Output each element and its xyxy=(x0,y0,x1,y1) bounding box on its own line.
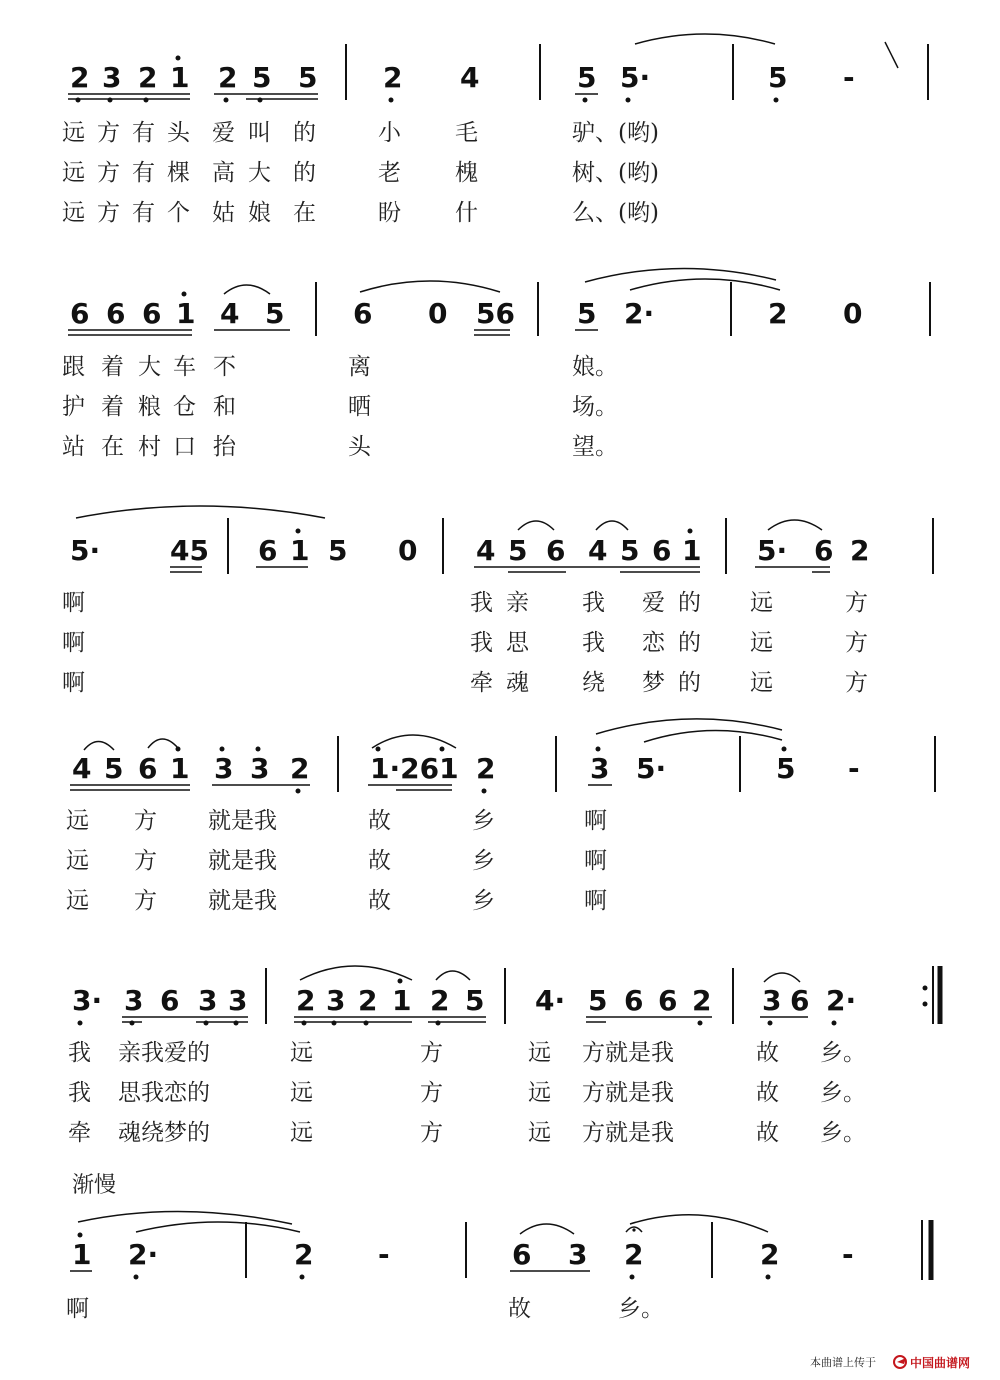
system-5 xyxy=(68,966,940,1146)
repeat-end-barline xyxy=(923,966,941,1024)
lyric: 乡 xyxy=(472,808,495,834)
note: 3 xyxy=(124,984,144,1017)
note: 3 xyxy=(102,61,122,94)
system-1-notes xyxy=(70,61,855,94)
note: 2· xyxy=(128,1238,159,1271)
lyric: 爱 xyxy=(642,590,665,616)
lyric: 的 xyxy=(678,590,701,616)
system-6-lyrics xyxy=(66,1296,664,1322)
system-6-notes xyxy=(72,1238,854,1271)
lyric: 的 xyxy=(678,670,701,696)
lyric: 跟 xyxy=(62,354,85,380)
note: 6 xyxy=(138,752,158,785)
slur xyxy=(84,742,114,751)
lyric: 仓 xyxy=(173,394,196,420)
note: 6 xyxy=(658,984,678,1017)
lyric: 毛 xyxy=(455,120,478,146)
slur xyxy=(630,1215,768,1232)
note: 1·261 xyxy=(370,752,459,785)
lyric: 远 xyxy=(62,200,85,226)
slur xyxy=(76,506,325,518)
lyric: 离 xyxy=(348,354,371,380)
lyric: 啊 xyxy=(584,888,607,914)
lyric: 绕 xyxy=(582,670,605,696)
breath-mark xyxy=(885,42,898,68)
lyric: 方就是我 xyxy=(582,1080,674,1106)
system-2-notes xyxy=(70,297,862,330)
note: 5 xyxy=(508,534,528,567)
note: 2 xyxy=(294,1238,314,1271)
lyric: 思 xyxy=(506,630,529,656)
system-3-lyrics xyxy=(62,590,868,696)
slur xyxy=(360,281,500,292)
lyric: 和 xyxy=(213,394,236,420)
note: 0 xyxy=(843,297,863,330)
note: 1 xyxy=(392,984,412,1017)
note: 5 xyxy=(768,61,788,94)
lyric: 方 xyxy=(845,630,868,656)
note: 2 xyxy=(476,752,496,785)
lyric: 头 xyxy=(167,120,190,146)
lyric: 么、(哟) xyxy=(572,200,659,226)
lyric: 故 xyxy=(756,1040,779,1066)
system-2 xyxy=(62,268,930,460)
lyric: 娘 xyxy=(248,200,271,226)
lyric: 故 xyxy=(368,888,391,914)
fermata-icon xyxy=(626,1227,642,1232)
lyric: 远 xyxy=(66,848,89,874)
lyric: 什 xyxy=(455,200,478,226)
lyric: 乡。 xyxy=(618,1296,664,1322)
note: 5 xyxy=(588,984,608,1017)
lyric: 树、(哟) xyxy=(572,160,659,186)
note: 4· xyxy=(535,984,566,1017)
lyric: 恋 xyxy=(642,630,665,656)
lyric: 老 xyxy=(378,160,401,186)
tie xyxy=(630,279,780,290)
note: 6 xyxy=(512,1238,532,1271)
note: 6 xyxy=(160,984,180,1017)
lyric: 方 xyxy=(134,888,157,914)
slur xyxy=(764,973,800,982)
lyric: 远 xyxy=(750,670,773,696)
tie xyxy=(635,34,775,44)
system-4-lyrics xyxy=(66,808,607,914)
octave-dots xyxy=(182,292,187,297)
note: 3 xyxy=(214,752,234,785)
lyric: 望。 xyxy=(572,434,618,460)
note: 5 xyxy=(465,984,485,1017)
note: 2 xyxy=(624,1238,644,1271)
lyric: 牵 xyxy=(470,670,493,696)
lyric: 方 xyxy=(97,120,120,146)
system-6 xyxy=(66,1173,931,1322)
note: 3 xyxy=(762,984,782,1017)
note: 1 xyxy=(72,1238,92,1271)
lyric: 魂 xyxy=(506,670,529,696)
note: - xyxy=(848,752,860,785)
lyric: 乡 xyxy=(472,888,495,914)
note: 2 xyxy=(760,1238,780,1271)
lyric: 娘。 xyxy=(572,354,618,380)
lyric: 高 xyxy=(212,160,235,186)
note: 0 xyxy=(428,297,448,330)
lyric: 我 xyxy=(582,630,605,656)
lyric: 站 xyxy=(62,434,85,460)
lyric: 魂绕梦的 xyxy=(118,1120,210,1146)
octave-dots xyxy=(78,1233,771,1280)
duration-underlines xyxy=(68,330,598,335)
note: 5 xyxy=(252,61,272,94)
note: 5 xyxy=(328,534,348,567)
lyric: 远 xyxy=(528,1120,551,1146)
duration-underlines xyxy=(70,785,612,790)
lyric: 姑 xyxy=(212,200,235,226)
note: 2 xyxy=(692,984,712,1017)
upload-note: 本曲谱上传于 xyxy=(810,1356,876,1369)
note: 6 xyxy=(624,984,644,1017)
lyric: 啊 xyxy=(66,1296,89,1322)
note: 2 xyxy=(296,984,316,1017)
note: 6 xyxy=(258,534,278,567)
note: 3 xyxy=(198,984,218,1017)
note: 5· xyxy=(636,752,667,785)
note: 4 xyxy=(476,534,496,567)
lyric: 远 xyxy=(66,808,89,834)
note: 2 xyxy=(358,984,378,1017)
site-logo-icon xyxy=(894,1356,906,1368)
slur xyxy=(372,735,456,748)
note: 5 xyxy=(776,752,796,785)
note: 6 xyxy=(814,534,834,567)
lyric: 方 xyxy=(97,200,120,226)
note: - xyxy=(842,1238,854,1271)
note: 6 xyxy=(70,297,90,330)
lyric: 思我恋的 xyxy=(118,1080,210,1106)
lyric: 远 xyxy=(290,1040,313,1066)
lyric: 啊 xyxy=(62,670,85,696)
lyric: 就是我 xyxy=(208,808,277,834)
note: 3· xyxy=(72,984,103,1017)
note: 5 xyxy=(265,297,285,330)
note: 2 xyxy=(383,61,403,94)
lyric: 棵 xyxy=(167,160,190,186)
system-5-notes xyxy=(72,984,856,1017)
lyric: 故 xyxy=(368,848,391,874)
octave-dots xyxy=(78,979,837,1026)
lyric: 我 xyxy=(68,1080,91,1106)
system-1-lyrics xyxy=(62,120,659,226)
lyric: 着 xyxy=(101,354,124,380)
lyric: 方 xyxy=(845,590,868,616)
lyric: 方 xyxy=(845,670,868,696)
note: 3 xyxy=(228,984,248,1017)
note: 2· xyxy=(624,297,655,330)
note: 6 xyxy=(546,534,566,567)
slur xyxy=(768,520,822,530)
footer xyxy=(810,1355,970,1370)
system-5-lyrics xyxy=(68,1040,866,1146)
lyric: 远 xyxy=(66,888,89,914)
slur xyxy=(518,521,554,530)
note: 2 xyxy=(850,534,870,567)
lyric: 我 xyxy=(470,590,493,616)
note: 3 xyxy=(250,752,270,785)
note: 6 xyxy=(652,534,672,567)
slur xyxy=(78,1211,292,1224)
lyric: 叫 xyxy=(248,120,271,146)
lyric: 口 xyxy=(173,434,196,460)
note: - xyxy=(378,1238,390,1271)
tie xyxy=(644,730,782,742)
system-4-notes xyxy=(72,752,860,785)
lyric: 啊 xyxy=(62,630,85,656)
system-1 xyxy=(62,34,928,226)
lyric: 着 xyxy=(101,394,124,420)
system-2-lyrics xyxy=(62,354,618,460)
lyric: 在 xyxy=(101,434,124,460)
lyric: 我 xyxy=(68,1040,91,1066)
lyric: 方 xyxy=(420,1080,443,1106)
note: 5 xyxy=(620,534,640,567)
site-name: 中国曲谱网 xyxy=(910,1356,971,1370)
lyric: 故 xyxy=(756,1120,779,1146)
note: 5 xyxy=(104,752,124,785)
slur xyxy=(300,966,412,980)
system-4 xyxy=(66,719,935,914)
lyric: 的 xyxy=(293,120,316,146)
lyric: 我 xyxy=(470,630,493,656)
lyric: 方 xyxy=(134,848,157,874)
lyric: 小 xyxy=(378,120,401,146)
note: 3 xyxy=(590,752,610,785)
slur xyxy=(596,521,628,530)
lyric: 个 xyxy=(167,200,190,226)
lyric: 抬 xyxy=(213,434,236,460)
lyric: 远 xyxy=(290,1120,313,1146)
note: 6 xyxy=(142,297,162,330)
note: 5 xyxy=(298,61,318,94)
note: 1 xyxy=(682,534,702,567)
note: 0 xyxy=(398,534,418,567)
slur xyxy=(224,285,270,294)
slur xyxy=(148,739,178,748)
note: 6 xyxy=(790,984,810,1017)
note: 3 xyxy=(568,1238,588,1271)
duration-underlines xyxy=(122,1017,808,1022)
lyric: 就是我 xyxy=(208,888,277,914)
note: 2 xyxy=(430,984,450,1017)
lyric: 就是我 xyxy=(208,848,277,874)
lyric: 方 xyxy=(420,1120,443,1146)
lyric: 我 xyxy=(582,590,605,616)
lyric: 头 xyxy=(348,434,371,460)
lyric: 车 xyxy=(173,354,196,380)
lyric: 故 xyxy=(368,808,391,834)
note: 2 xyxy=(768,297,788,330)
lyric: 大 xyxy=(248,160,271,186)
lyric: 盼 xyxy=(378,200,401,226)
lyric: 方 xyxy=(97,160,120,186)
duration-underlines xyxy=(68,94,598,99)
lyric: 驴、(哟) xyxy=(572,120,659,146)
slur xyxy=(520,1224,574,1234)
lyric: 晒 xyxy=(348,394,371,420)
note: 45 xyxy=(170,534,209,567)
lyric: 亲 xyxy=(506,590,529,616)
duration-underlines xyxy=(170,567,830,572)
lyric: 亲我爱的 xyxy=(118,1040,210,1066)
lyric: 大 xyxy=(138,354,161,380)
lyric: 远 xyxy=(750,630,773,656)
note: 1 xyxy=(170,61,190,94)
lyric: 的 xyxy=(293,160,316,186)
note: 4 xyxy=(72,752,92,785)
lyric: 村 xyxy=(138,434,161,460)
lyric: 的 xyxy=(678,630,701,656)
note: 2 xyxy=(138,61,158,94)
note: 4 xyxy=(220,297,240,330)
lyric: 远 xyxy=(528,1080,551,1106)
lyric: 乡。 xyxy=(820,1040,866,1066)
lyric: 啊 xyxy=(584,848,607,874)
note: 2 xyxy=(290,752,310,785)
lyric: 在 xyxy=(293,200,316,226)
note: 4 xyxy=(588,534,608,567)
note: 56 xyxy=(476,297,515,330)
lyric: 有 xyxy=(132,160,155,186)
lyric: 槐 xyxy=(455,160,478,186)
lyric: 故 xyxy=(508,1296,531,1322)
lyric: 粮 xyxy=(138,394,161,420)
lyric: 场。 xyxy=(572,394,618,420)
octave-dots xyxy=(296,529,693,534)
barlines xyxy=(316,282,930,336)
note: 1 xyxy=(176,297,196,330)
lyric: 有 xyxy=(132,200,155,226)
lyric: 护 xyxy=(62,394,85,420)
lyric: 啊 xyxy=(62,590,85,616)
lyric: 爱 xyxy=(212,120,235,146)
note: 5· xyxy=(757,534,788,567)
note: 2 xyxy=(70,61,90,94)
lyric: 乡 xyxy=(472,848,495,874)
lyric: 远 xyxy=(750,590,773,616)
note: 4 xyxy=(460,61,480,94)
lyric: 啊 xyxy=(584,808,607,834)
lyric: 乡。 xyxy=(820,1080,866,1106)
note: 1 xyxy=(290,534,310,567)
tempo-marking: 渐慢 xyxy=(72,1173,117,1198)
note: 5 xyxy=(577,61,597,94)
note: 1 xyxy=(170,752,190,785)
note: 6 xyxy=(353,297,373,330)
system-3 xyxy=(62,506,933,696)
final-barline xyxy=(922,1220,931,1280)
lyric: 故 xyxy=(756,1080,779,1106)
lyric: 远 xyxy=(62,160,85,186)
slur xyxy=(436,971,470,980)
lyric: 梦 xyxy=(642,670,665,696)
lyric: 远 xyxy=(528,1040,551,1066)
lyric: 方 xyxy=(420,1040,443,1066)
lyric: 牵 xyxy=(68,1120,91,1146)
note: 2· xyxy=(826,984,857,1017)
note: 5· xyxy=(70,534,101,567)
lyric: 方就是我 xyxy=(582,1040,674,1066)
system-3-notes xyxy=(70,534,869,567)
lyric: 有 xyxy=(132,120,155,146)
note: 2 xyxy=(218,61,238,94)
note: 5 xyxy=(577,297,597,330)
note: 5· xyxy=(620,61,651,94)
lyric: 远 xyxy=(290,1080,313,1106)
lyric: 远 xyxy=(62,120,85,146)
lyric: 方就是我 xyxy=(582,1120,674,1146)
note: 6 xyxy=(106,297,126,330)
note: 3 xyxy=(326,984,346,1017)
lyric: 方 xyxy=(134,808,157,834)
lyric: 乡。 xyxy=(820,1120,866,1146)
tie xyxy=(136,1222,300,1232)
note: - xyxy=(843,61,855,94)
lyric: 不 xyxy=(213,354,236,380)
